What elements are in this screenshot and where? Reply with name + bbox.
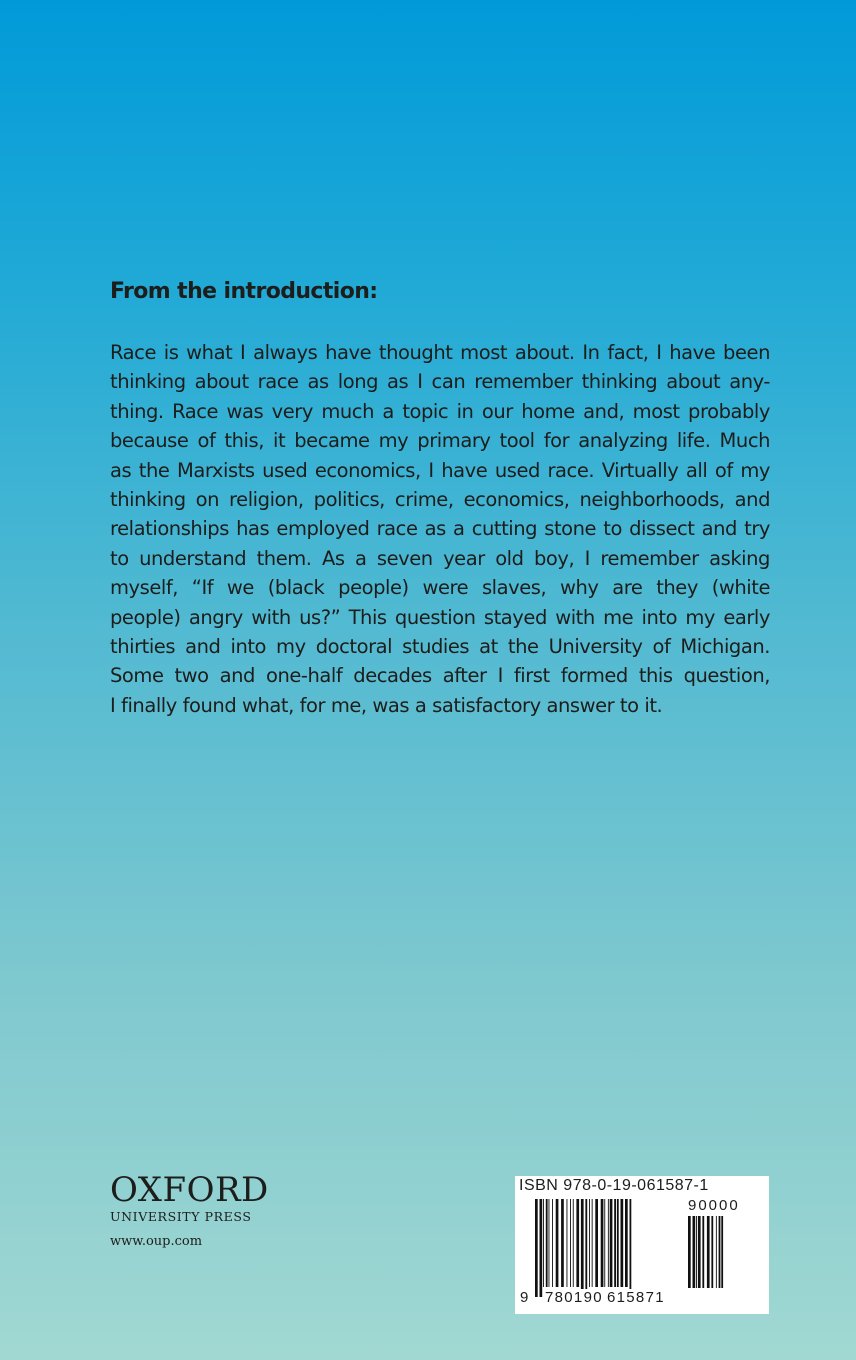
barcode-bar — [610, 1199, 613, 1287]
intro-line: thinking about race as long as I can remember thinking about any- — [110, 370, 770, 394]
barcode-bar — [630, 1199, 632, 1297]
intro-line: as the Marxists used economics, I have used race. Virtually all of my — [110, 458, 770, 482]
publisher-url: www.oup.com — [110, 1234, 203, 1249]
barcode-bar — [707, 1216, 710, 1288]
intro-line: because of this, it became my primary tool for analyzing life. Much — [110, 429, 770, 453]
barcode-bar — [585, 1199, 587, 1297]
barcode-bar — [567, 1199, 568, 1287]
barcode-bar — [556, 1199, 559, 1287]
intro-line: I finally found what, for me, was a satisfactory answer to it. — [110, 693, 663, 717]
barcode-bars — [535, 1199, 685, 1299]
barcode-bar — [543, 1199, 544, 1287]
barcode-bar — [721, 1216, 723, 1288]
barcode-bar — [581, 1199, 584, 1297]
intro-line: thinking on religion, politics, crime, economics, neighborhoods, and — [110, 487, 770, 511]
barcode-bar — [617, 1199, 619, 1287]
barcode-bar — [604, 1199, 605, 1287]
intro-line: relationships has employed race as a cutting stone to dissect and try — [110, 517, 770, 541]
barcode-bar — [711, 1216, 713, 1288]
intro-line: myself, “If we (black people) were slaves, why are they (white — [110, 576, 770, 600]
intro-line: Some two and one-half decades after I first formed this question, — [110, 664, 770, 688]
barcode-bar — [601, 1199, 604, 1287]
barcode-prefix-digit: 9 — [520, 1289, 529, 1306]
barcode-right-digits: 615871 — [607, 1289, 665, 1306]
intro-line: to understand them. As a seven year old boy, I remember asking — [110, 546, 770, 570]
barcode-bar — [592, 1199, 593, 1287]
isbn-label: ISBN 978-0-19-061587-1 — [519, 1177, 709, 1194]
publisher-name: OXFORD — [110, 1170, 269, 1210]
barcode-bar — [552, 1199, 553, 1287]
barcode-bar — [716, 1216, 717, 1288]
barcode-bar — [549, 1199, 550, 1287]
barcode-bar — [702, 1216, 704, 1288]
barcode-bar — [535, 1199, 538, 1297]
barcode-bar — [698, 1216, 701, 1288]
intro-line: thing. Race was very much a topic in our home and, most probably — [110, 399, 770, 423]
barcode-bar — [570, 1199, 571, 1287]
barcode-bar — [576, 1199, 579, 1287]
intro-line: people) angry with us?” This question stayed with me into my early — [110, 605, 770, 629]
barcode-bar — [608, 1199, 609, 1287]
barcode-bar — [561, 1199, 564, 1287]
intro-line: thirties and into my doctoral studies at the University of Michigan. — [110, 634, 770, 658]
barcode-left-digits: 780190 — [545, 1289, 603, 1306]
barcode-bar — [696, 1216, 697, 1288]
barcode-bar — [573, 1199, 574, 1287]
barcode-bar — [688, 1216, 691, 1288]
barcode-addon-bars — [688, 1216, 754, 1299]
barcode-addon-digits: 90000 — [688, 1197, 740, 1214]
barcode-bar — [595, 1199, 598, 1287]
barcode-bar — [540, 1199, 543, 1297]
intro-text — [110, 338, 770, 720]
isbn-barcode — [515, 1176, 769, 1314]
barcode-bar — [719, 1216, 721, 1288]
intro-line: Race is what I always have thought most about. In fact, I have been — [110, 341, 770, 364]
barcode-bar — [621, 1199, 624, 1287]
publisher-logo — [110, 1172, 269, 1249]
intro-heading: From the introduction: — [110, 279, 378, 304]
barcode-bar — [589, 1199, 590, 1287]
barcode-bar — [546, 1199, 548, 1287]
publisher-subtitle: UNIVERSITY PRESS — [110, 1209, 252, 1224]
barcode-bar — [614, 1199, 616, 1287]
barcode-bar — [693, 1216, 696, 1288]
barcode-bar — [625, 1199, 628, 1287]
